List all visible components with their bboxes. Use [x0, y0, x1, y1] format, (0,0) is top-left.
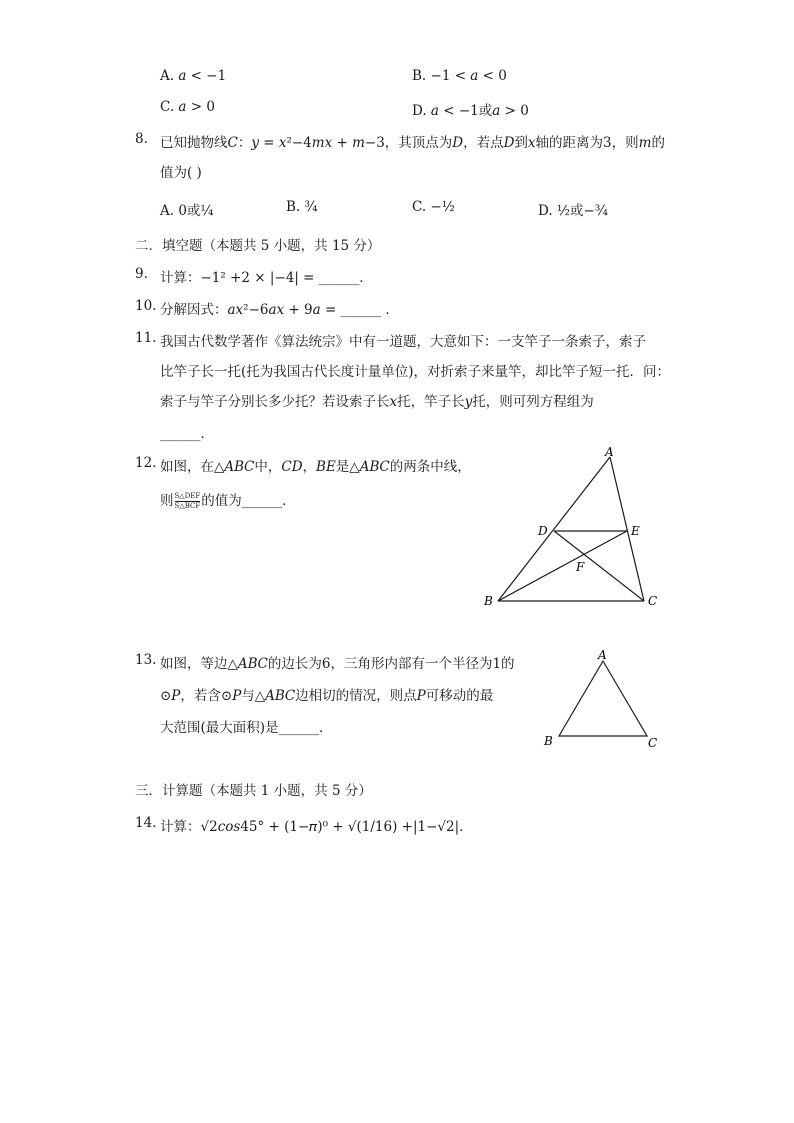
section-3-heading: 三．计算题（本题共 1 小题，共 5 分）	[135, 783, 372, 799]
q12-side-ab	[498, 457, 610, 601]
q7-option-b: B. −1 < 𝑎 < 0	[412, 68, 507, 84]
q12-label-f: F	[576, 560, 585, 574]
q11-line2: 比竿子长一托(托为我国古代长度计量单位)，对折索子来量竿，却比竿子短一托．问：	[160, 364, 671, 380]
q12-label-b: B	[484, 594, 493, 608]
q14-expression: √2𝑐𝑜𝑠45° + (1−𝜋)⁰ + √(1/16) +|1−√2|．	[200, 819, 473, 835]
q11-line3: 索子与竿子分别长多少托？若设索子长𝑥托，竿子长𝑦托，则可列方程组为	[160, 394, 594, 410]
q13-line1: 如图，等边△𝐴𝐵𝐶的边长为6，三角形内部有一个半径为1的	[160, 656, 515, 672]
q14-number: 14.	[135, 815, 157, 831]
q12-label-e: E	[631, 524, 640, 538]
q8-line1: 已知抛物线𝐶：𝑦 = 𝑥²−4𝑚𝑥 + 𝑚−3，其顶点为𝐷，若点𝐷到𝑥轴的距离为3，则𝑚的	[160, 135, 665, 151]
q13-equilateral-triangle-figure	[540, 645, 670, 755]
q8-option-b: B. ¾	[286, 199, 318, 215]
q13-line3: 大范围(最大面积)是______．	[160, 720, 333, 736]
section-2-heading: 二．填空题（本题共 5 小题，共 15 分）	[135, 238, 381, 254]
q11-line1: 我国古代数学著作《算法统宗》中有一道题，大意如下：一支竿子一条索子，索子	[160, 334, 646, 350]
q10-number: 10.	[135, 298, 157, 314]
q7-option-d: D. 𝑎 < −1或𝑎 > 0	[412, 103, 529, 119]
q8-number: 8.	[135, 131, 148, 147]
q12-label-a: A	[605, 445, 614, 459]
q13-label-c: C	[648, 736, 658, 750]
q12-triangle-figure	[480, 445, 660, 610]
q12-median-be	[498, 531, 627, 601]
q11-line4: ______．	[160, 426, 214, 442]
q12-line1: 如图，在△𝐴𝐵𝐶中，𝐶𝐷，𝐵𝐸是△𝐴𝐵𝐶的两条中线，	[160, 459, 471, 475]
q13-number: 13.	[135, 652, 157, 668]
q10-text: 分解因式：𝑎𝑥²−6𝑎𝑥 + 9𝑎 = ______ ．	[160, 302, 399, 318]
q9-number: 9.	[135, 266, 148, 282]
q12-line2-suffix: 的值为______．	[201, 493, 296, 509]
q13-line2: ⊙𝑃，若含⊙𝑃与△𝐴𝐵𝐶边相切的情况，则点𝑃可移动的最	[160, 688, 494, 704]
q13-triangle-outline	[559, 661, 647, 736]
q13-label-a: A	[598, 648, 607, 662]
q7-option-c: C. 𝑎 > 0	[160, 99, 215, 115]
q12-fraction	[175, 492, 201, 511]
q8-option-d: D. ½或−¾	[538, 203, 608, 219]
q14-text	[160, 815, 473, 835]
q8-line2: 值为( )	[160, 165, 202, 181]
q7-option-a: A. 𝑎 < −1	[160, 68, 227, 84]
q14-prefix: 计算：	[160, 819, 201, 835]
q8-option-a: A. 0或¼	[160, 203, 214, 219]
q12-label-d: D	[538, 524, 548, 538]
q12-line2	[160, 489, 296, 511]
q12-fraction-denominator: S△BCF	[174, 502, 201, 510]
q11-number: 11.	[135, 330, 157, 346]
q13-label-b: B	[544, 734, 553, 748]
q12-number: 12.	[135, 455, 157, 471]
q12-label-c: C	[648, 594, 658, 608]
q12-fraction-numerator: S△DEF	[174, 492, 201, 500]
q9-text: 计算：−1² +2 × |−4| = ______．	[160, 270, 373, 286]
q12-line2-prefix: 则	[160, 493, 174, 509]
q8-option-c: C. −½	[412, 199, 455, 215]
